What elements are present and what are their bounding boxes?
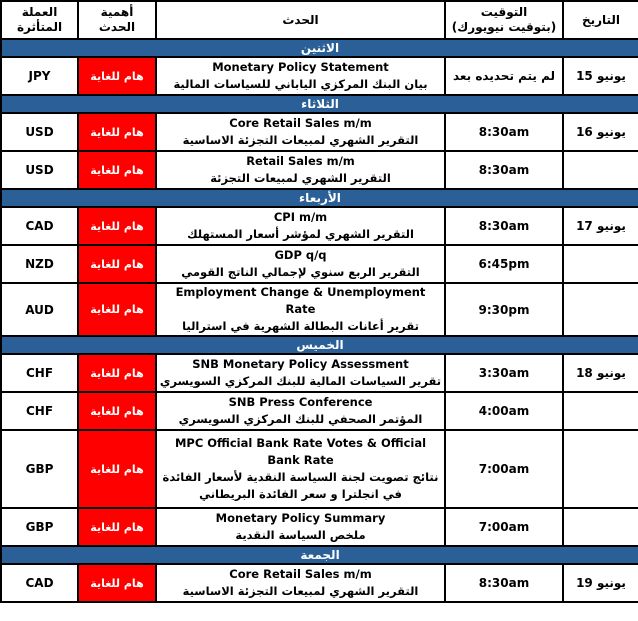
event-name-ar: ملخص السياسة النقدية (235, 528, 366, 542)
event-cell (156, 508, 445, 546)
event-name-ar: التقرير الشهري لمؤشر أسعار المستهلك (187, 227, 414, 241)
currency-header: العملة المتأثرة (1, 1, 78, 39)
time-header-line1: التوقيت (480, 5, 528, 19)
event-name-ar: بيان البنك المركزي الياباني للسياسات المالية (173, 77, 428, 91)
time-cell: 3:30am (445, 354, 563, 392)
event-cell (156, 245, 445, 283)
date-cell (563, 430, 638, 508)
day-header-row (1, 39, 638, 57)
time-cell: 8:30am (445, 151, 563, 189)
currency-cell: USD (1, 151, 78, 189)
event-row (1, 392, 638, 430)
day-label: الثلاثاء (1, 95, 638, 113)
event-name-en: GDP q/q (274, 248, 327, 262)
date-cell (563, 508, 638, 546)
time-cell: 7:00am (445, 508, 563, 546)
date-header: التاريخ (563, 1, 638, 39)
date-cell: 19 يونيو (563, 564, 638, 602)
event-row (1, 113, 638, 151)
time-cell: 6:45pm (445, 245, 563, 283)
event-name-ar: التقرير الشهري لمبيعات التجزئة الاساسية (182, 584, 419, 598)
event-name-en: Retail Sales m/m (246, 154, 355, 168)
event-cell (156, 113, 445, 151)
event-name-en: Core Retail Sales m/m (229, 116, 372, 130)
event-name-en: Monetary Policy Statement (212, 60, 389, 74)
day-header-row (1, 546, 638, 564)
event-name-ar: التقرير الشهري لمبيعات التجزئة (210, 171, 391, 185)
event-cell (156, 392, 445, 430)
time-header (445, 1, 563, 39)
currency-cell: CHF (1, 392, 78, 430)
date-cell (563, 151, 638, 189)
event-cell (156, 283, 445, 336)
importance-badge: هام للغاية (78, 354, 156, 392)
event-name-en: Employment Change & Unemployment Rate (175, 285, 426, 316)
event-row (1, 564, 638, 602)
importance-badge: هام للغاية (78, 392, 156, 430)
event-row (1, 57, 638, 95)
event-name-en: Monetary Policy Summary (215, 511, 386, 525)
event-header: الحدث (156, 1, 445, 39)
event-cell (156, 207, 445, 245)
importance-badge: هام للغاية (78, 564, 156, 602)
importance-badge: هام للغاية (78, 57, 156, 95)
event-cell (156, 430, 445, 508)
time-cell: 8:30am (445, 207, 563, 245)
currency-cell: JPY (1, 57, 78, 95)
event-row (1, 508, 638, 546)
event-row (1, 354, 638, 392)
day-label: الجمعة (1, 546, 638, 564)
importance-badge: هام للغاية (78, 113, 156, 151)
day-header-row (1, 189, 638, 207)
time-cell: 8:30am (445, 564, 563, 602)
currency-cell: CAD (1, 564, 78, 602)
event-row (1, 283, 638, 336)
event-name-en: SNB Press Conference (228, 395, 373, 409)
event-name-en: SNB Monetary Policy Assessment (192, 357, 409, 371)
time-cell: 7:00am (445, 430, 563, 508)
date-cell: 16 يونيو (563, 113, 638, 151)
date-cell (563, 392, 638, 430)
time-cell: 8:30am (445, 113, 563, 151)
date-cell: 15 يونيو (563, 57, 638, 95)
importance-header: أهمية الحدث (78, 1, 156, 39)
event-row (1, 151, 638, 189)
currency-cell: CHF (1, 354, 78, 392)
event-name-ar: تقرير أعانات البطالة الشهرية في استراليا (182, 319, 419, 333)
time-cell: لم يتم تحديده بعد (445, 57, 563, 95)
event-name-ar: نتائج تصويت لجنة السياسة النقدية لأسعار الفائدة في انجلترا و سعر الفائدة البريطاني (162, 470, 439, 501)
event-row (1, 430, 638, 508)
currency-cell: GBP (1, 508, 78, 546)
event-row (1, 245, 638, 283)
event-row (1, 207, 638, 245)
day-header-row (1, 336, 638, 354)
currency-cell: GBP (1, 430, 78, 508)
event-cell (156, 57, 445, 95)
importance-badge: هام للغاية (78, 283, 156, 336)
importance-badge: هام للغاية (78, 207, 156, 245)
importance-badge: هام للغاية (78, 508, 156, 546)
day-header-row (1, 95, 638, 113)
event-name-ar: التقرير الشهري لمبيعات التجزئة الاساسية (182, 133, 419, 147)
time-header-line2: (بتوقيت نيويورك) (451, 20, 557, 34)
currency-cell: USD (1, 113, 78, 151)
header-row (1, 1, 638, 39)
date-cell (563, 283, 638, 336)
time-cell: 9:30pm (445, 283, 563, 336)
event-cell (156, 151, 445, 189)
event-name-en: MPC Official Bank Rate Votes & Official Bank Rate (174, 436, 427, 467)
date-cell: 18 يونيو (563, 354, 638, 392)
time-cell: 4:00am (445, 392, 563, 430)
importance-badge: هام للغاية (78, 151, 156, 189)
importance-badge: هام للغاية (78, 245, 156, 283)
day-label: الخميس (1, 336, 638, 354)
event-name-en: CPI m/m (273, 210, 328, 224)
currency-cell: CAD (1, 207, 78, 245)
event-name-en: Core Retail Sales m/m (229, 567, 372, 581)
day-label: الأربعاء (1, 189, 638, 207)
date-cell: 17 يونيو (563, 207, 638, 245)
event-name-ar: تقرير السياسات المالية للبنك المركزي السويسري (159, 374, 442, 388)
date-cell (563, 245, 638, 283)
currency-cell: AUD (1, 283, 78, 336)
event-cell (156, 354, 445, 392)
day-label: الاثنين (1, 39, 638, 57)
importance-badge: هام للغاية (78, 430, 156, 508)
currency-cell: NZD (1, 245, 78, 283)
event-cell (156, 564, 445, 602)
event-name-ar: التقرير الربع سنوي لإجمالي الناتج القومي (181, 265, 420, 279)
events-body (1, 39, 638, 602)
event-name-ar: المؤتمر الصحفي للبنك المركزي السويسري (178, 412, 423, 426)
